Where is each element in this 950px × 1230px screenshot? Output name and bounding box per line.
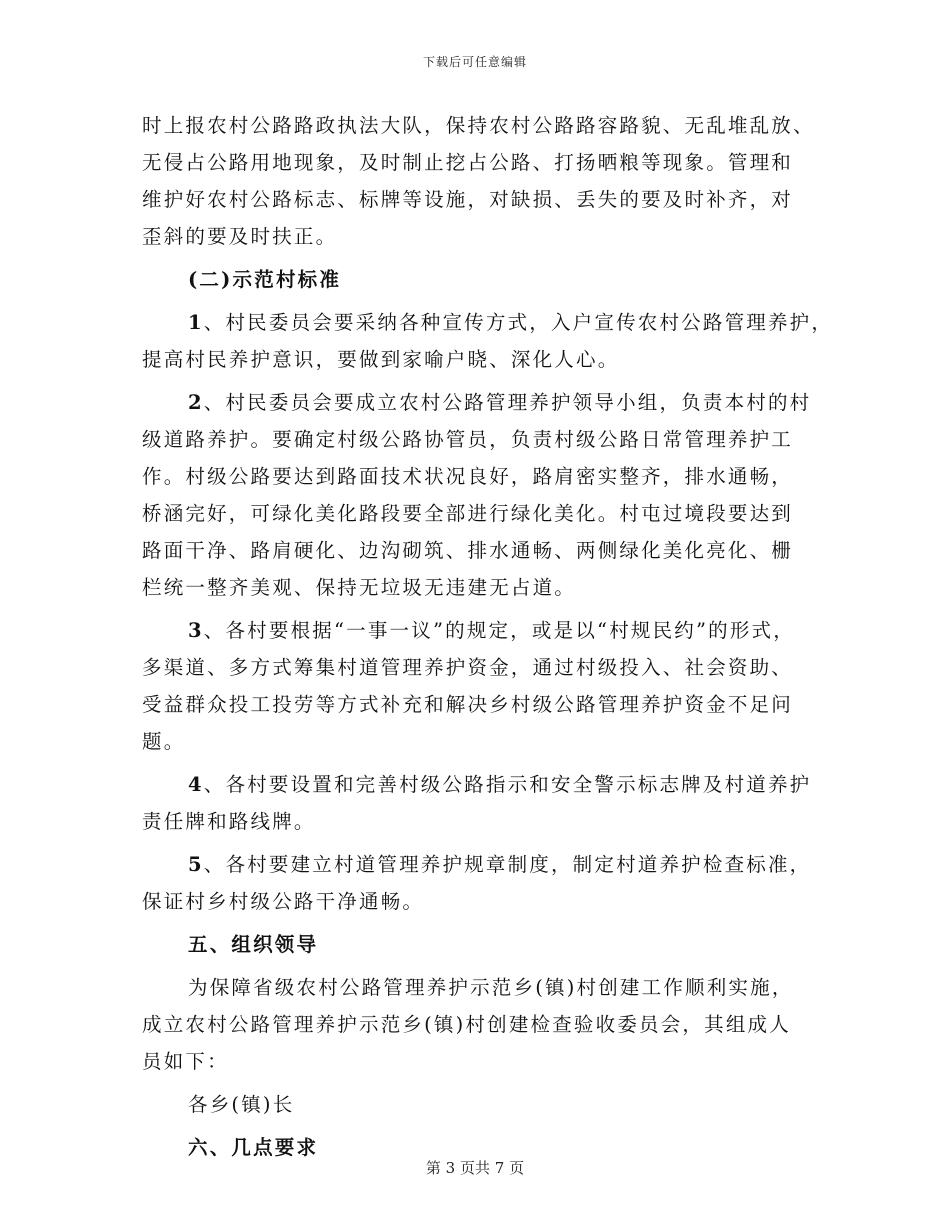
line-text: 时上报农村公路路政执法大队，保持农村公路路容路貌、无乱堆乱放、 <box>142 114 815 137</box>
section-heading <box>142 926 812 963</box>
body-text-line <box>142 569 812 606</box>
line-text: 、村民委员会要成立农村公路管理养护领导小组，负责本村的村 <box>203 391 812 414</box>
body-text-line <box>142 218 812 255</box>
line-text: 受益群众投工投劳等方式补充和解决乡村级公路管理养护资金不足问 <box>142 693 794 716</box>
line-text: 栏统一整齐美观、保持无垃圾无违建无占道。 <box>142 576 577 599</box>
line-text: 级道路养护。要确定村级公路协管员，负责村级公路日常管理养护工 <box>142 428 794 451</box>
body-text-line <box>142 532 812 569</box>
body-text-line <box>142 612 812 649</box>
body-text-line <box>142 649 812 686</box>
body-text-line <box>142 686 812 723</box>
line-text: 保证村乡村级公路干净通畅。 <box>142 890 425 913</box>
line-text: 六、几点要求 <box>188 1136 319 1159</box>
line-text: 责任牌和路线牌。 <box>142 810 316 833</box>
body-text-line <box>142 107 815 144</box>
body-text-line <box>142 803 812 840</box>
item-number: 2 <box>188 391 204 414</box>
line-text: 歪斜的要及时扶正。 <box>142 225 338 248</box>
body-text-line <box>142 341 812 378</box>
body-text-line <box>142 304 834 341</box>
line-text: 、各村要设置和完善村级公路指示和安全警示标志牌及村道养护 <box>203 773 812 796</box>
line-text: 提高村民养护意识，要做到家喻户晓、深化人心。 <box>142 348 620 371</box>
section-heading <box>142 261 812 298</box>
document-body <box>142 107 834 1166</box>
item-number: 3 <box>188 619 204 642</box>
body-text-line <box>142 181 812 218</box>
line-text: 题。 <box>142 730 186 753</box>
line-text: 、村民委员会要采纳各种宣传方式，入户宣传农村公路管理养护， <box>203 311 834 334</box>
item-number: 5 <box>188 853 204 876</box>
line-text: 多渠道、多方式筹集村道管理养护资金，通过村级投入、社会资助、 <box>142 656 794 679</box>
line-text: 成立农村公路管理养护示范乡(镇)村创建检查验收委员会，其组成人 <box>142 1013 791 1036</box>
line-text: 桥涵完好，可绿化美化路段要全部进行绿化美化。村屯过境段要达到 <box>142 502 794 525</box>
page-footer: 第 3 页共 7 页 <box>425 1159 525 1177</box>
body-text-line <box>142 1043 812 1080</box>
body-text-line <box>142 883 812 920</box>
body-text-line <box>142 969 812 1006</box>
body-text-line <box>142 421 812 458</box>
line-text: 为保障省级农村公路管理养护示范乡(镇)村创建工作顺利实施， <box>188 976 794 999</box>
body-text-line <box>142 495 812 532</box>
body-text-line <box>142 1086 812 1123</box>
page-header: 下载后可任意编辑 <box>422 55 527 69</box>
body-text-line <box>142 723 812 760</box>
line-text: 五、组织领导 <box>188 933 319 956</box>
body-text-line <box>142 144 812 181</box>
line-text: 维护好农村公路标志、标牌等设施，对缺损、丢失的要及时补齐，对 <box>142 188 794 211</box>
line-text: 作。村级公路要达到路面技术状况良好，路肩密实整齐，排水通畅， <box>142 465 794 488</box>
body-text-line <box>142 458 812 495</box>
line-text: 无侵占公路用地现象，及时制止挖占公路、打扬晒粮等现象。管理和 <box>142 151 794 174</box>
line-text: 、各村要建立村道管理养护规章制度，制定村道养护检查标准， <box>203 853 812 876</box>
line-text: 各乡(镇)长 <box>188 1093 295 1116</box>
body-text-line <box>142 766 812 803</box>
body-text-line <box>142 384 812 421</box>
line-text: 路面干净、路肩硬化、边沟砌筑、排水通畅、两侧绿化美化亮化、栅 <box>142 539 794 562</box>
item-number: 4 <box>188 773 204 796</box>
body-text-line <box>142 1006 812 1043</box>
line-text: 、各村要根据“一事一议”的规定，或是以“村规民约”的形式， <box>203 619 795 642</box>
line-text: 员如下： <box>142 1050 229 1073</box>
item-number: 1 <box>188 311 204 334</box>
line-text: (二)示范村标准 <box>188 268 342 291</box>
body-text-line <box>142 846 812 883</box>
